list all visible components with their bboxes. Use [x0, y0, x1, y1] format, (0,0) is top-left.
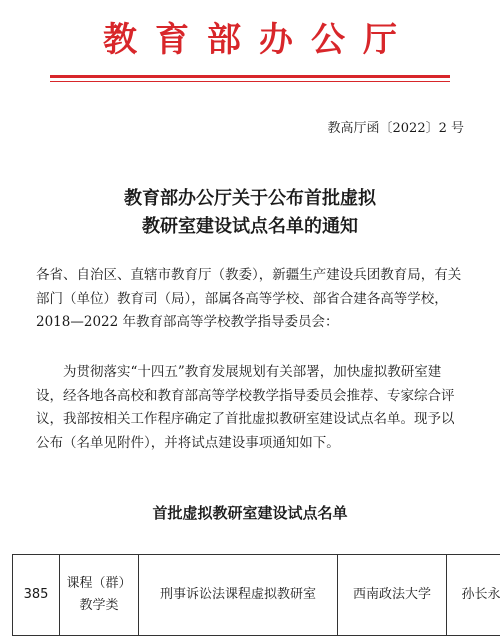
list-title: 首批虚拟教研室建设试点名单: [152, 504, 348, 522]
notice-title-line-1: 教育部办公厅关于公布首批虚拟: [124, 188, 376, 209]
row-name: 刑事诉讼法课程虚拟教研室: [139, 555, 338, 636]
row-number: 385: [13, 555, 60, 636]
issuing-agency-header: 教育部办公厅: [103, 20, 415, 60]
red-header-rule-thin: [50, 81, 450, 82]
document-number: 教高厅函〔2022〕2 号: [327, 121, 464, 136]
body-paragraph: 为贯彻落实“十四五”教育发展规划有关部署，加快虚拟教研室建设，经各地各高校和教育部高等学校教学指导委员会推荐、专家综合评议，我部按相关工作程序确定了首批虚拟教研室建设试点名单。现予以公布（名单见附件），并将试点建设事项通知如下。: [36, 364, 455, 451]
row-leader: 孙长永: [447, 555, 500, 636]
row-school: 西南政法大学: [338, 555, 447, 636]
addressee-paragraph: 各省、自治区、直辖市教育厅（教委），新疆生产建设兵团教育局，有关部门（单位）教育司（局），部属各高等学校、部省合建各高等学校，2018—2022 年教育部高等学校教学指导委员会：: [36, 267, 462, 330]
table-row: [13, 555, 500, 636]
row-category: 课程（群）教学类: [60, 555, 139, 636]
red-header-rule: [50, 75, 450, 78]
notice-title-line-2: 教研室建设试点名单的通知: [142, 216, 358, 237]
pilot-list-table: [12, 554, 500, 636]
